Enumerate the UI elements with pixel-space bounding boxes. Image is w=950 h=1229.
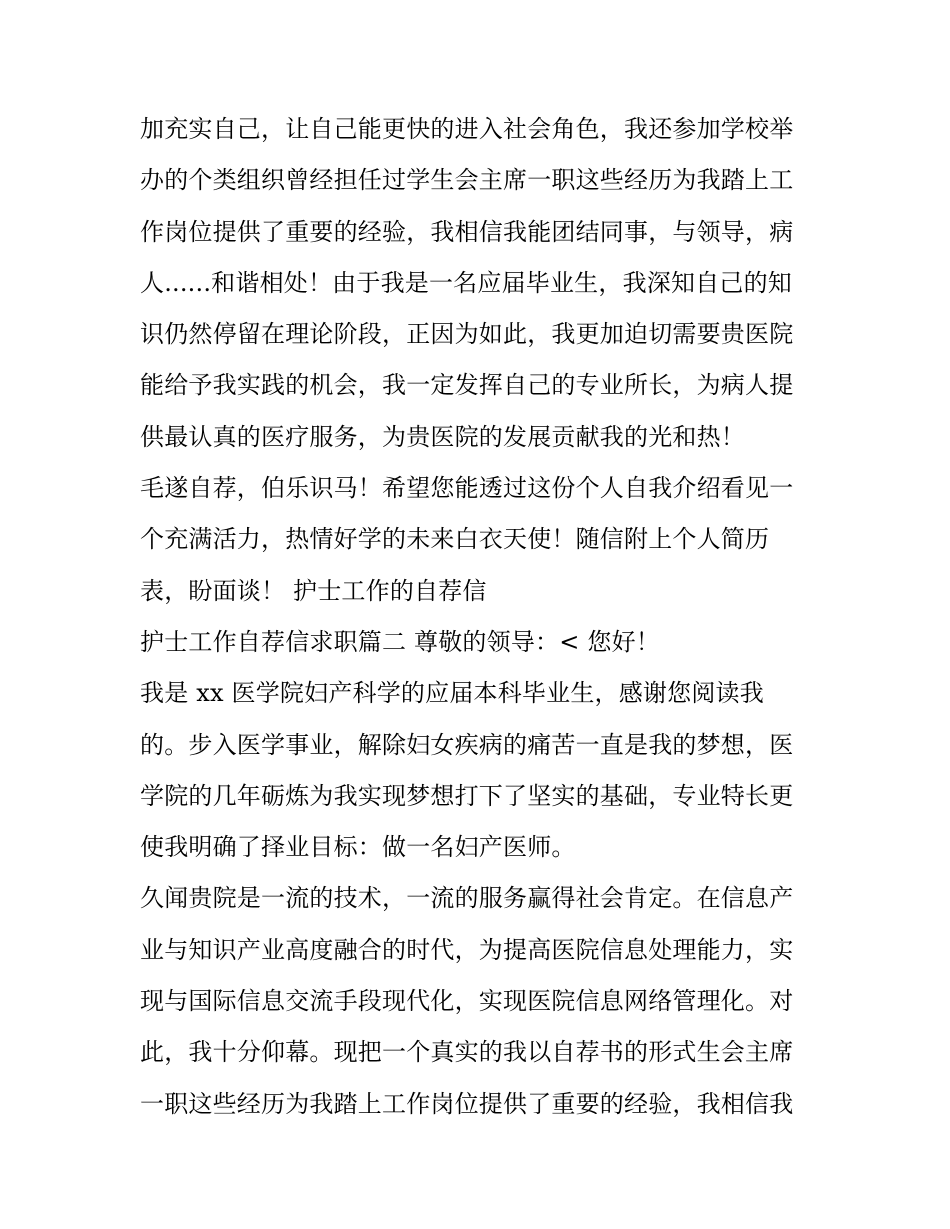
text-line: 久闻贵院是一流的技术，一流的服务赢得社会肯定。在信息产 <box>140 884 794 913</box>
text-line: 业与知识产业高度融合的时代，为提高医院信息处理能力，实 <box>140 935 794 964</box>
text-line: 学院的几年砺炼为我实现梦想打下了坚实的基础，专业特长更 <box>140 781 794 810</box>
text-line: 一职这些经历为我踏上工作岗位提供了重要的经验，我相信我 <box>140 1089 794 1118</box>
text-line: 的。步入医学事业，解除妇女疾病的痛苦一直是我的梦想，医 <box>140 730 794 759</box>
text-line: 识仍然停留在理论阶段，正因为如此，我更加迫切需要贵医院 <box>140 320 794 349</box>
text-line: 我是 xx 医学院妇产科学的应届本科毕业生，感谢您阅读我 <box>140 679 764 708</box>
text-line: 毛遂自荐，伯乐识马！希望您能透过这份个人自我介绍看见一 <box>140 474 794 503</box>
text-line: 此，我十分仰幕。现把一个真实的我以自荐书的形式生会主席 <box>140 1038 794 1067</box>
text-line: 办的个类组织曾经担任过学生会主席一职这些经历为我踏上工 <box>140 166 794 195</box>
text-line: 护士工作自荐信求职篇二 尊敬的领导：< 您好！ <box>140 627 660 656</box>
text-line: 个充满活力，热情好学的未来白衣天使！随信附上个人简历 <box>140 525 770 554</box>
body-text <box>140 104 820 1130</box>
text-line: 能给予我实践的机会，我一定发挥自己的专业所长，为病人提 <box>140 371 794 400</box>
text-line: 现与国际信息交流手段现代化，实现医院信息网络管理化。对 <box>140 987 794 1016</box>
text-line: 人......和谐相处！由于我是一名应届毕业生，我深知自己的知 <box>140 268 792 297</box>
text-line: 作岗位提供了重要的经验，我相信我能团结同事，与领导，病 <box>140 217 794 246</box>
text-line: 表，盼面谈！ 护士工作的自荐信 <box>140 576 487 605</box>
text-line: 使我明确了择业目标：做一名妇产医师。 <box>140 833 576 862</box>
text-line: 加充实自己，让自己能更快的进入社会角色，我还参加学校举 <box>140 115 794 143</box>
text-line: 供最认真的医疗服务，为贵医院的发展贡献我的光和热！ <box>140 422 745 451</box>
